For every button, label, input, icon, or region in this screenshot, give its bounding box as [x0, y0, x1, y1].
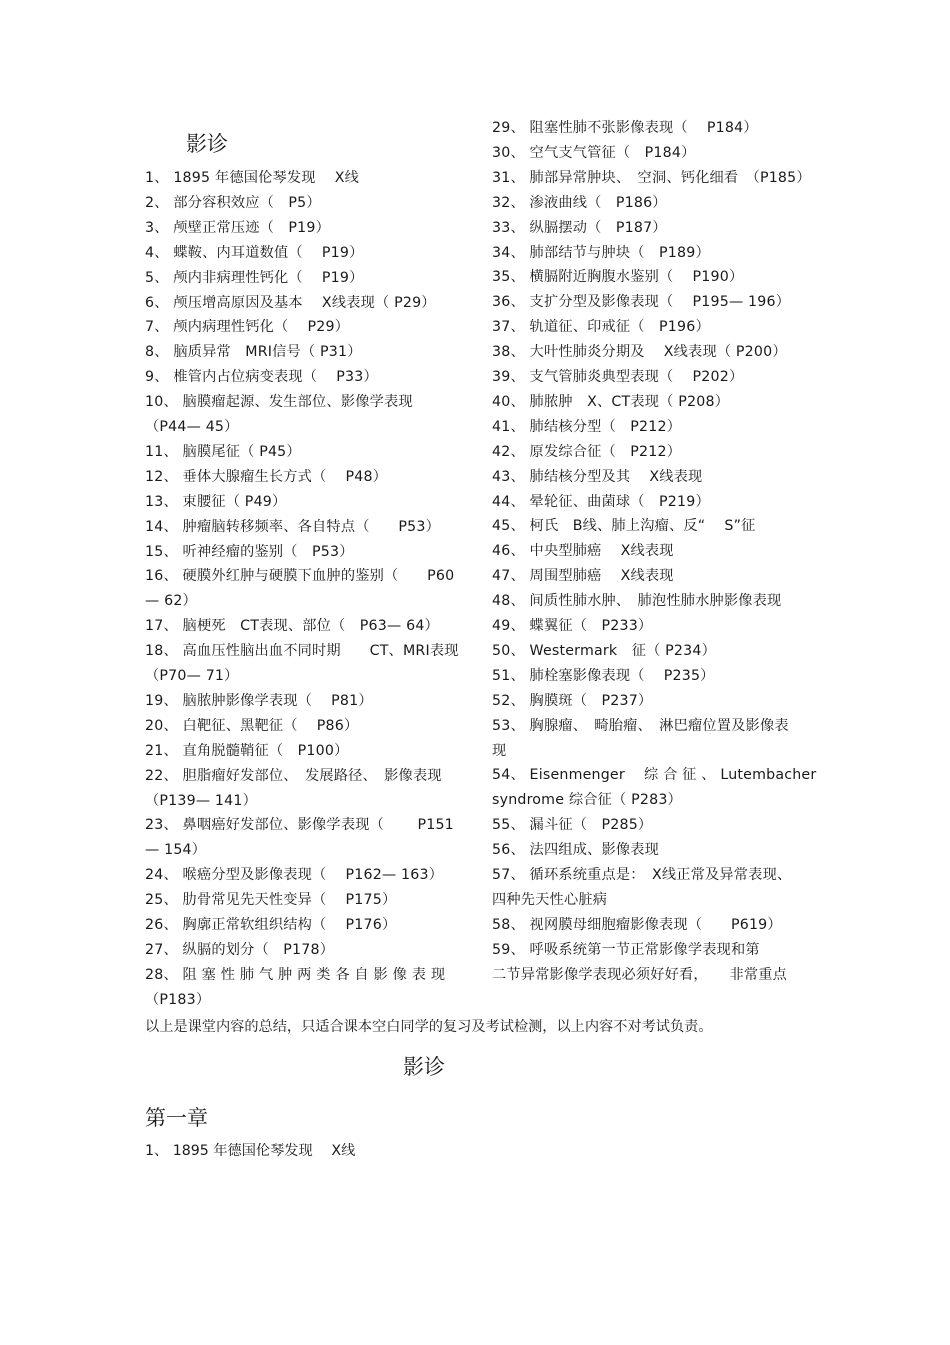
disclaimer-note: 以上是课堂内容的总结，只适合课本空白同学的复习及考试检测，以上内容不对考试负责。 [145, 1019, 713, 1035]
outline-line-left: 20、 白靶征、黑靶征（ P86） [145, 717, 359, 734]
outline-line-right: 50、 Westermark 征（ P234） [492, 642, 716, 659]
outline-line-left: 12、 垂体大腺瘤生长方式（ P48） [145, 468, 388, 485]
outline-line-right: 51、 肺栓塞影像表现（ P235） [492, 667, 715, 684]
outline-line-right: 42、 原发综合征（ P212） [492, 443, 682, 460]
outline-line-right: 32、 渗液曲线（ P186） [492, 194, 667, 211]
page-title: 影诊 [186, 132, 228, 156]
outline-line-left: 1、 1895 年德国伦琴发现 X线 [145, 170, 360, 186]
outline-line-left: （P139— 141） [145, 792, 257, 809]
outline-line-left: 2、 部分容积效应（ P5） [145, 194, 321, 211]
outline-line-right: 现 [492, 742, 507, 759]
outline-line-left: 4、 蝶鞍、内耳道数值（ P19） [145, 244, 364, 261]
outline-line-right: 35、 横膈附近胸腹水鉴别（ P190） [492, 269, 744, 286]
outline-line-left: 5、 颅内非病理性钙化（ P19） [145, 269, 364, 286]
outline-line-left: 28、 阻 塞 性 肺 气 肿 两 类 各 自 影 像 表 现 [145, 966, 446, 983]
outline-line-right: 46、 中央型肺癌 X线表现 [492, 543, 674, 560]
outline-line-right: 58、 视网膜母细胞瘤影像表现（ P619） [492, 916, 782, 933]
outline-line-left: 26、 胸廓正常软组织结构（ P176） [145, 917, 397, 933]
outline-line-right: syndrome 综合征（ P283） [492, 792, 682, 809]
outline-line-left: （P70— 71） [145, 668, 239, 684]
outline-line-left: 18、 高血压性脑出血不同时期 CT、MRI表现 [145, 643, 459, 660]
outline-line-right: 45、 柯氏 B线、肺上沟瘤、反“ S”征 [492, 518, 756, 535]
outline-line-left: 13、 束腰征（ P49） [145, 493, 287, 510]
outline-line-left: 7、 颅内病理性钙化（ P29） [145, 319, 350, 336]
chapter-title: 第一章 [145, 1106, 208, 1130]
chapter-first-item: 1、 1895 年德国伦琴发现 X线 [145, 1143, 356, 1159]
outline-line-right: 37、 轨道征、印戒征（ P196） [492, 319, 710, 336]
outline-line-left: 15、 听神经瘤的鉴别（ P53） [145, 543, 354, 560]
outline-line-right: 49、 蝶翼征（ P233） [492, 618, 653, 634]
outline-line-left: 27、 纵膈的划分（ P178） [145, 941, 335, 958]
outline-line-left: （P183） [145, 991, 211, 1008]
outline-line-right: 41、 肺结核分型（ P212） [492, 418, 682, 435]
outline-line-right: 55、 漏斗征（ P285） [492, 817, 653, 834]
outline-line-right: 43、 肺结核分型及其 X线表现 [492, 468, 703, 485]
outline-line-right: 38、 大叶性肺炎分期及 X线表现（ P200） [492, 344, 787, 361]
outline-line-right: 二节异常影像学表现必须好好看， 非常重点 [492, 966, 788, 983]
outline-line-left: （P44— 45） [145, 419, 239, 435]
outline-line-right: 56、 法四组成、影像表现 [492, 842, 660, 859]
outline-line-left: — 154） [145, 842, 207, 859]
outline-line-right: 59、 呼吸系统第一节正常影像学表现和第 [492, 941, 760, 958]
outline-line-right: 52、 胸膜斑（ P237） [492, 692, 653, 709]
outline-line-left: 21、 直角脱髓鞘征（ P100） [145, 742, 349, 759]
outline-line-right: 53、 胸腺瘤、 畸胎瘤、 淋巴瘤位置及影像表 [492, 717, 789, 734]
outline-line-right: 29、 阻塞性肺不张影像表现（ P184） [492, 120, 758, 136]
outline-line-right: 四种先天性心脏病 [492, 891, 608, 908]
outline-line-left: 8、 脑质异常 MRI信号（ P31） [145, 344, 362, 361]
outline-line-right: 47、 周围型肺癌 X线表现 [492, 568, 674, 585]
outline-line-right: 44、 晕轮征、曲菌球（ P219） [492, 493, 710, 510]
outline-line-left: 11、 脑膜尾征（ P45） [145, 443, 301, 460]
outline-line-left: 9、 椎管内占位病变表现（ P33） [145, 369, 378, 386]
outline-line-left: 23、 鼻咽癌好发部位、影像学表现（ P151 [145, 817, 454, 834]
outline-line-left: 3、 颅壁正常压迹（ P19） [145, 219, 331, 236]
outline-line-left: 6、 颅压增高原因及基本 X线表现（ P29） [145, 294, 436, 311]
outline-line-right: 40、 肺脓肿 X、CT表现（ P208） [492, 393, 730, 410]
outline-line-right: 33、 纵膈摆动（ P187） [492, 219, 667, 236]
outline-line-right: 54、 Eisenmenger 综 合 征 、 Lutembacher [492, 767, 817, 784]
outline-line-left: 14、 肿瘤脑转移频率、各自特点（ P53） [145, 518, 440, 535]
outline-line-right: 48、 间质性肺水肿、 肺泡性肺水肿影像表现 [492, 593, 782, 610]
outline-line-right: 34、 肺部结节与肿块（ P189） [492, 244, 710, 261]
outline-line-right: 31、 肺部异常肿块、 空洞、钙化细看 （P185） [492, 169, 811, 186]
outline-line-left: 10、 脑膜瘤起源、发生部位、影像学表现 [145, 394, 413, 411]
outline-line-right: 36、 支扩分型及影像表现（ P195— 196） [492, 294, 791, 311]
outline-line-left: 22、 胆脂瘤好发部位、 发展路径、 影像表现 [145, 767, 442, 784]
outline-line-right: 30、 空气支气管征（ P184） [492, 144, 696, 161]
outline-line-left: 24、 喉癌分型及影像表现（ P162— 163） [145, 867, 444, 884]
outline-line-left: 19、 脑脓肿影像学表现（ P81） [145, 692, 373, 709]
section-title: 影诊 [403, 1055, 445, 1079]
outline-line-left: 25、 肋骨常见先天性变异（ P175） [145, 892, 397, 909]
outline-line-left: 17、 脑梗死 CT表现、部位（ P63— 64） [145, 618, 439, 635]
outline-line-right: 57、 循环系统重点是： X线正常及异常表现、 [492, 867, 792, 883]
outline-line-left: 16、 硬膜外红肿与硬膜下血肿的鉴别（ P60 [145, 568, 455, 585]
outline-line-left: — 62） [145, 593, 197, 610]
outline-line-right: 39、 支气管肺炎典型表现（ P202） [492, 369, 744, 385]
